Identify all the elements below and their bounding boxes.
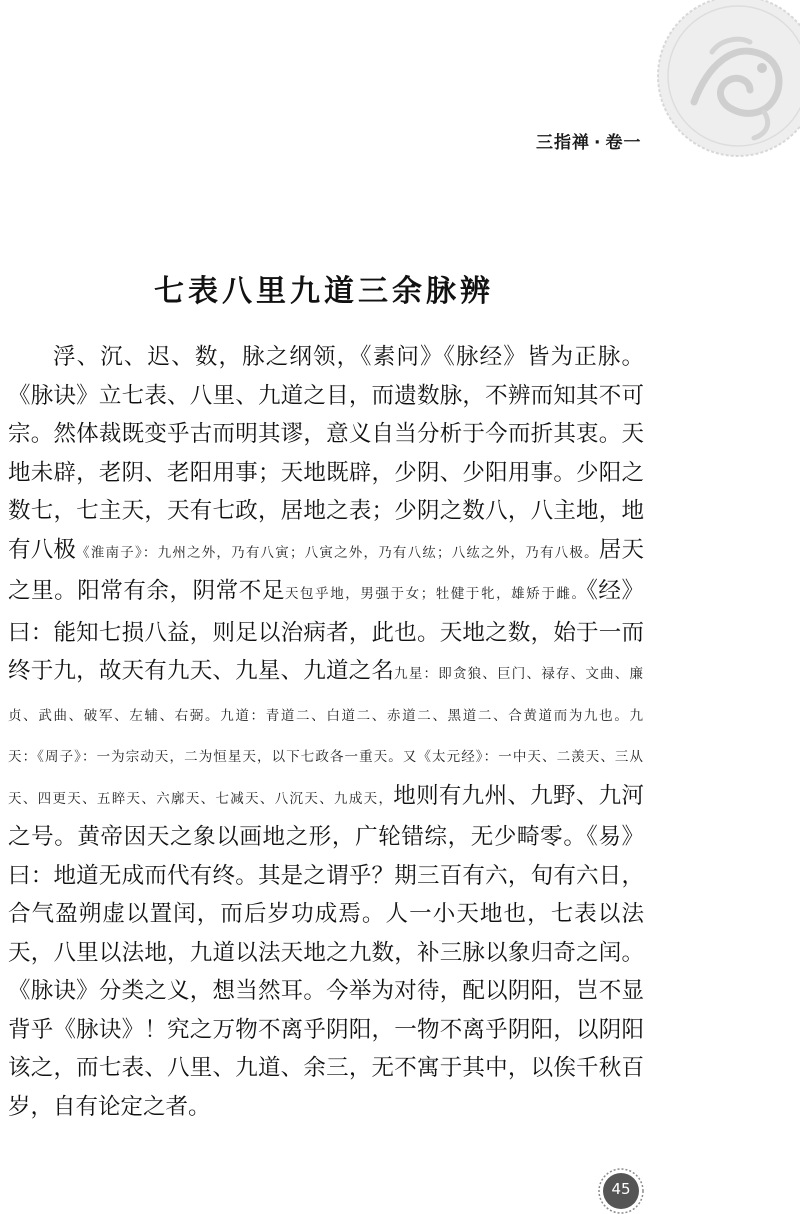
text-segment: 地则有九州、九野、九河之号。黄帝因天之象以画地之形，广轮错综，无少畸零。《易》曰：地道无成而代有终。其是之谓乎？期三百有六，旬有六日，合气盈朔虚以置闰，而后岁功成焉。人一小天地也，七表以法天，八里以法地，九道以法天地之九数，补三脉以象归奇之闰。《脉诀》分类之义，想当然耳。今举为对待，配以阴阳，岂不显背乎《脉诀》！究之万物不离乎阴阳，一物不离乎阴阳，以阴阳该之，而七表、八里、九道、余三，无不寓于其中，以俟千秋百岁，自有论定之者。 bbox=[8, 782, 644, 1120]
text-segment: 居天之里。阳常有余，阴常不足 bbox=[8, 536, 644, 604]
body-text bbox=[8, 338, 644, 1126]
page-number-badge bbox=[598, 1168, 644, 1214]
annotation-note: 《淮南子》：九州之外，乃有八寅；八寅之外，乃有八纮；八纮之外，乃有八极。 bbox=[76, 544, 599, 561]
header-volume: 卷一 bbox=[605, 133, 642, 153]
running-header bbox=[536, 128, 641, 153]
header-book-title: 三指禅 bbox=[536, 133, 590, 153]
decorative-seal-icon bbox=[654, 0, 800, 160]
text-segment: 《经》曰：能知七损八益，则足以治病者，此也。天地之数，始于一而终于九，故天有九天、九星、九道之名 bbox=[8, 578, 644, 684]
annotation-note: 天包乎地，男强于女；牡健于牝，雄矫于雌。 bbox=[284, 586, 587, 602]
page-number: 45 bbox=[611, 1180, 631, 1198]
section-title: 七表八里九道三余脉辨 bbox=[154, 274, 494, 309]
body-paragraph bbox=[8, 338, 644, 1126]
text-segment: 浮、沉、迟、数，脉之纲领，《素问》《脉经》皆为正脉。《脉诀》立七表、八里、九道之目，而遗数脉，不辨而知其不可宗。然体裁既变乎古而明其谬，意义自当分析于今而折其衷。天地未辟，老阴、老阳用事；天地既辟，少阴、少阳用事。少阳之数七，七主天，天有七政，居地之表；少阴之数八，八主地，地有八极 bbox=[8, 344, 644, 563]
annotation-note: 九星：即贪狼、巨门、禄存、文曲、廉贞、武曲、破军、左辅、右弼。九道：青道二、白道二、赤道二、黑道二、合黄道而为九也。九天：《周子》：一为宗动天，二为恒星天，以下七政各一重天。又《太元经》：一中天、二羡天、三从天、四更天、五睟天、六廓天、七减天、八沉天、九成天， bbox=[8, 666, 644, 807]
header-separator: · bbox=[594, 133, 602, 153]
